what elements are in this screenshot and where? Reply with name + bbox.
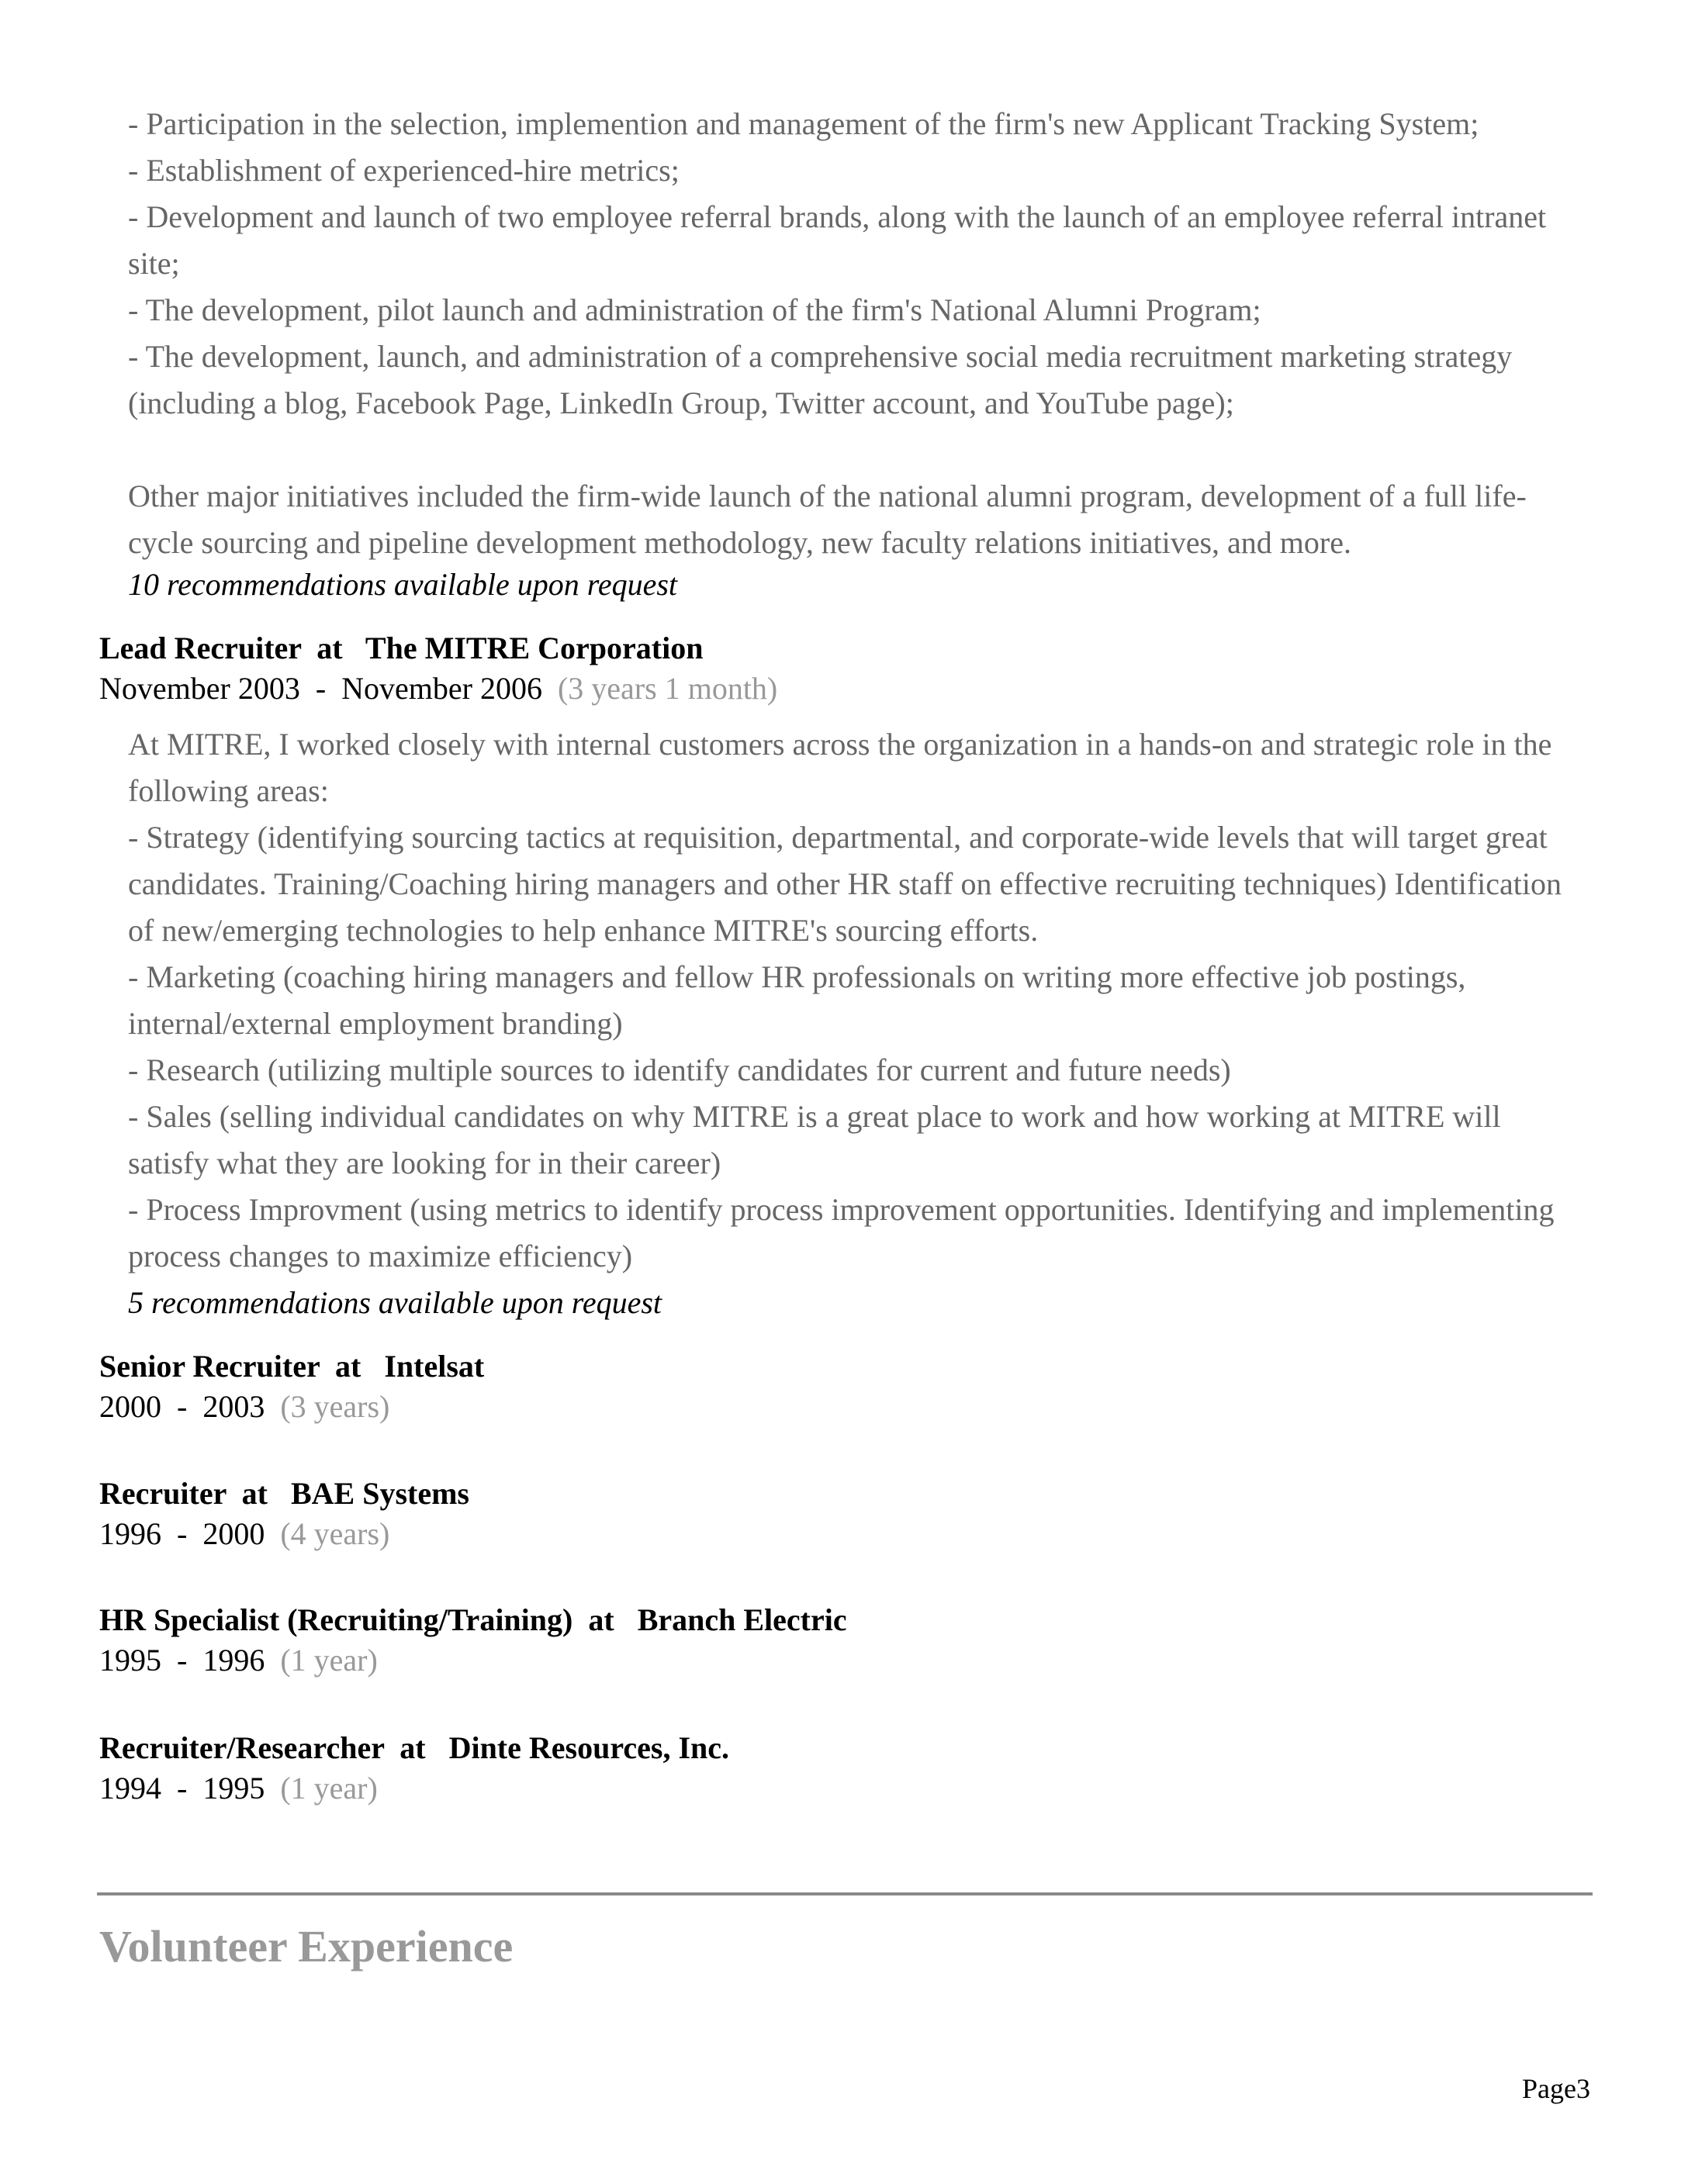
start-date: 1994	[99, 1771, 161, 1806]
end-date: 2000	[202, 1516, 265, 1551]
position-title: Recruiter	[99, 1476, 227, 1511]
paragraph-gap	[128, 427, 1586, 473]
end-date: 1996	[202, 1643, 265, 1678]
position-title: Lead Recruiter	[99, 631, 302, 665]
job-dates-intelsat	[99, 1387, 389, 1427]
previous-role-description	[128, 101, 1586, 566]
company-name: Intelsat	[384, 1349, 485, 1384]
recommendations-note: 10 recommendations available upon request	[128, 567, 678, 602]
description-line: - The development, pilot launch and administration of the firm's National Alumni Program;	[128, 292, 1261, 327]
date-separator: -	[315, 671, 327, 706]
start-date: 2000	[99, 1389, 161, 1424]
description-line: - Strategy (identifying sourcing tactics at requisition, departmental, and corporate-wide levels that will target great candidates. Training/Coaching hiring managers and other HR staff on effective recruiting techniques) Identification of new/emerging technologies to help enhance MITRE's sourcing efforts.	[128, 820, 1562, 948]
duration: (3 years)	[280, 1389, 390, 1424]
job-title-dinte	[99, 1728, 729, 1768]
section-divider	[97, 1892, 1593, 1895]
date-separator: -	[177, 1643, 188, 1678]
job-dates-mitre	[99, 669, 777, 709]
description-line: - Participation in the selection, implemention and management of the firm's new Applicant Tracking System;	[128, 106, 1479, 141]
at-word: at	[316, 631, 343, 665]
company-name: Branch Electric	[637, 1602, 847, 1637]
job-dates-branch-electric	[99, 1640, 378, 1681]
description-line: - Establishment of experienced-hire metrics;	[128, 153, 680, 188]
job-title-branch-electric	[99, 1600, 847, 1640]
end-date: 2003	[202, 1389, 265, 1424]
section-title-volunteer: Volunteer Experience	[99, 1921, 514, 1971]
at-word: at	[400, 1730, 426, 1765]
end-date: 1995	[202, 1771, 265, 1806]
start-date: 1996	[99, 1516, 161, 1551]
at-word: at	[335, 1349, 361, 1384]
recommendations-note: 5 recommendations available upon request	[128, 1285, 662, 1320]
date-separator: -	[177, 1771, 188, 1806]
description-line: - Process Improvment (using metrics to identify process improvement opportunities. Identifying and implementing process changes to maximize efficiency)	[128, 1192, 1555, 1273]
description-paragraph: Other major initiatives included the firm-wide launch of the national alumni program, development of a full life-cycle sourcing and pipeline development methodology, new faculty relations initiatives, and more.	[128, 479, 1527, 560]
duration: (4 years)	[280, 1516, 390, 1551]
start-date: 1995	[99, 1643, 161, 1678]
page-number: Page3	[1522, 2073, 1590, 2104]
company-name: Dinte Resources, Inc.	[448, 1730, 730, 1765]
position-title: Recruiter/Researcher	[99, 1730, 385, 1765]
description-line: At MITRE, I worked closely with internal customers across the organization in a hands-on and strategic role in the following areas:	[128, 727, 1552, 808]
job-dates-dinte	[99, 1768, 378, 1809]
job-dates-bae	[99, 1514, 389, 1554]
description-line: - Marketing (coaching hiring managers and fellow HR professionals on writing more effective job postings, internal/external employment branding)	[128, 959, 1466, 1041]
at-word: at	[241, 1476, 268, 1511]
position-title: HR Specialist (Recruiting/Training)	[99, 1602, 573, 1637]
mitre-role-description	[128, 721, 1586, 1280]
date-separator: -	[177, 1516, 188, 1551]
job-title-mitre	[99, 628, 703, 669]
duration: (1 year)	[280, 1643, 378, 1678]
job-title-bae	[99, 1474, 469, 1514]
description-line: - Development and launch of two employee referral brands, along with the launch of an employee referral intranet site;	[128, 199, 1547, 281]
duration: (1 year)	[280, 1771, 378, 1806]
position-title: Senior Recruiter	[99, 1349, 320, 1384]
description-line: - Research (utilizing multiple sources to identify candidates for current and future needs)	[128, 1052, 1231, 1087]
company-name: BAE Systems	[290, 1476, 469, 1511]
duration: (3 years 1 month)	[557, 671, 778, 706]
end-date: November 2006	[341, 671, 542, 706]
at-word: at	[588, 1602, 614, 1637]
job-title-intelsat	[99, 1346, 484, 1387]
description-line: - Sales (selling individual candidates on why MITRE is a great place to work and how working at MITRE will satisfy what they are looking for in their career)	[128, 1099, 1501, 1180]
description-line: - The development, launch, and administration of a comprehensive social media recruitment marketing strategy (including a blog, Facebook Page, LinkedIn Group, Twitter account, and YouTube page);	[128, 339, 1513, 420]
start-date: November 2003	[99, 671, 300, 706]
company-name: The MITRE Corporation	[365, 631, 704, 665]
date-separator: -	[177, 1389, 188, 1424]
